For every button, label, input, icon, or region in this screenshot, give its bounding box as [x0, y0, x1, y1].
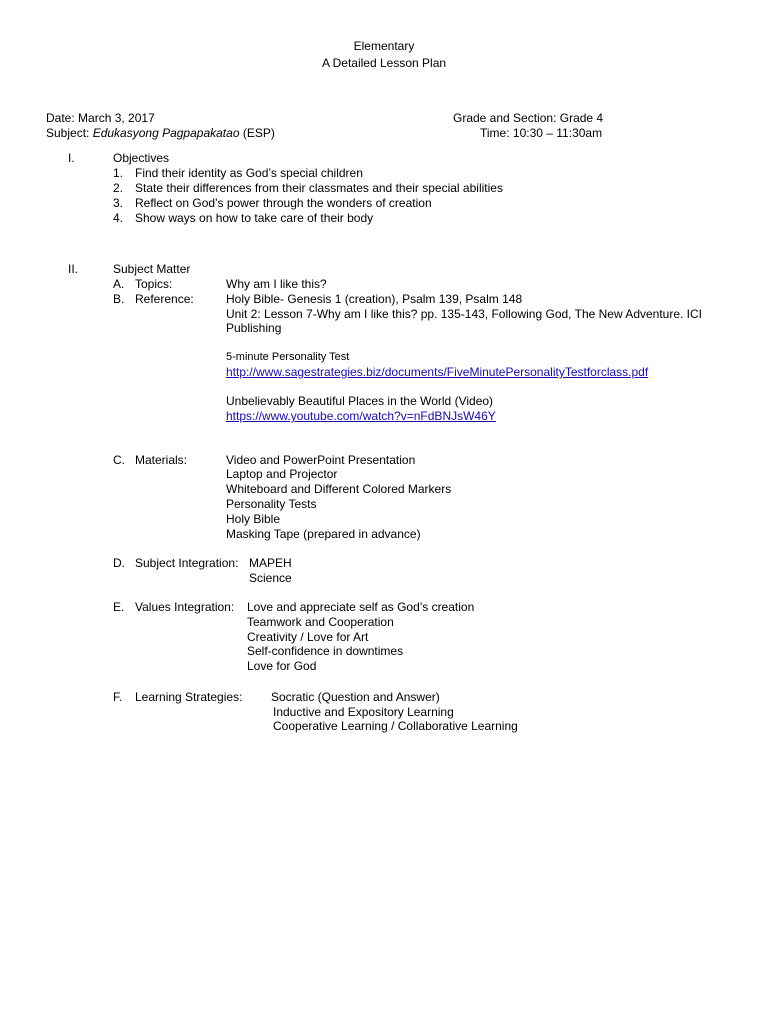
topics-label: Topics:: [135, 277, 173, 291]
strategies-label: Learning Strategies:: [135, 690, 243, 704]
reference-label: Reference:: [135, 292, 194, 306]
objective-item: Show ways on how to take care of their body: [135, 211, 374, 225]
objective-item: State their differences from their classmates and their special abilities: [135, 181, 503, 195]
integration-letter: D.: [113, 556, 125, 570]
materials-label: Materials:: [135, 453, 188, 467]
strategy-item: Cooperative Learning / Collaborative Learning: [273, 719, 518, 733]
personality-test-title: 5-minute Personality Test: [226, 351, 350, 363]
values-item: Self-confidence in downtimes: [247, 644, 404, 658]
school-level-heading: Elementary: [353, 39, 415, 53]
date-line: [46, 111, 155, 126]
integration-item: MAPEH: [249, 556, 292, 570]
reference-line: Unit 2: Lesson 7-Why am I like this? pp. 135-143, Following God, The New Adventure. ICI: [226, 307, 703, 321]
reference-line: Holy Bible- Genesis 1 (creation), Psalm 139, Psalm 148: [226, 292, 523, 306]
material-item: Personality Tests: [226, 497, 317, 511]
values-item: Love and appreciate self as God’s creation: [247, 600, 475, 614]
time-line: [480, 126, 602, 141]
subject-line: [46, 126, 275, 141]
time-label: Time:: [480, 126, 510, 140]
objective-item: Reflect on God’s power through the wonders of creation: [135, 196, 432, 210]
values-label: Values Integration:: [135, 600, 235, 614]
personality-test-link[interactable]: http://www.sagestrategies.biz/documents/FiveMinutePersonalityTestforclass.pdf: [226, 365, 649, 379]
material-item: Whiteboard and Different Colored Markers: [226, 482, 452, 496]
objectives-numeral: I.: [68, 151, 75, 165]
objective-num: 2.: [113, 181, 124, 195]
subject-matter-numeral: II.: [68, 262, 79, 276]
values-item: Love for God: [247, 659, 317, 673]
subject-label: Subject:: [46, 126, 90, 140]
integration-label: Subject Integration:: [135, 556, 239, 570]
material-item: Holy Bible: [226, 512, 281, 526]
video-title: Unbelievably Beautiful Places in the World (Video): [226, 394, 494, 408]
values-item: Creativity / Love for Art: [247, 630, 369, 644]
video-link[interactable]: https://www.youtube.com/watch?v=nFdBNJsW46Y: [226, 409, 496, 423]
material-item: Masking Tape (prepared in advance): [226, 527, 421, 541]
topics-letter: A.: [113, 277, 125, 291]
strategy-item: Socratic (Question and Answer): [271, 690, 440, 704]
subject-matter-heading: Subject Matter: [113, 262, 191, 276]
reference-letter: B.: [113, 292, 125, 306]
materials-letter: C.: [113, 453, 125, 467]
objective-item: Find their identity as God’s special children: [135, 166, 363, 180]
topics-value: Why am I like this?: [226, 277, 327, 291]
date-value: March 3, 2017: [78, 111, 155, 125]
objective-num: 1.: [113, 166, 124, 180]
objective-num: 3.: [113, 196, 124, 210]
document-title: A Detailed Lesson Plan: [321, 56, 447, 70]
objectives-heading: Objectives: [113, 151, 170, 165]
strategies-letter: F.: [113, 690, 123, 704]
subject-abbr: (ESP): [242, 126, 275, 140]
material-item: Laptop and Projector: [226, 467, 338, 481]
time-value: 10:30 – 11:30am: [512, 126, 603, 140]
material-item: Video and PowerPoint Presentation: [226, 453, 416, 467]
grade-value: Grade 4: [559, 111, 604, 125]
subject-value: Edukasyong Pagpapakatao: [92, 126, 240, 140]
values-letter: E.: [113, 600, 125, 614]
values-item: Teamwork and Cooperation: [247, 615, 394, 629]
integration-item: Science: [249, 571, 292, 585]
grade-line: [453, 111, 603, 126]
reference-line: Publishing: [226, 321, 282, 335]
strategy-item: Inductive and Expository Learning: [273, 705, 454, 719]
date-label: Date:: [46, 111, 75, 125]
grade-label: Grade and Section:: [453, 111, 557, 125]
objective-num: 4.: [113, 211, 124, 225]
